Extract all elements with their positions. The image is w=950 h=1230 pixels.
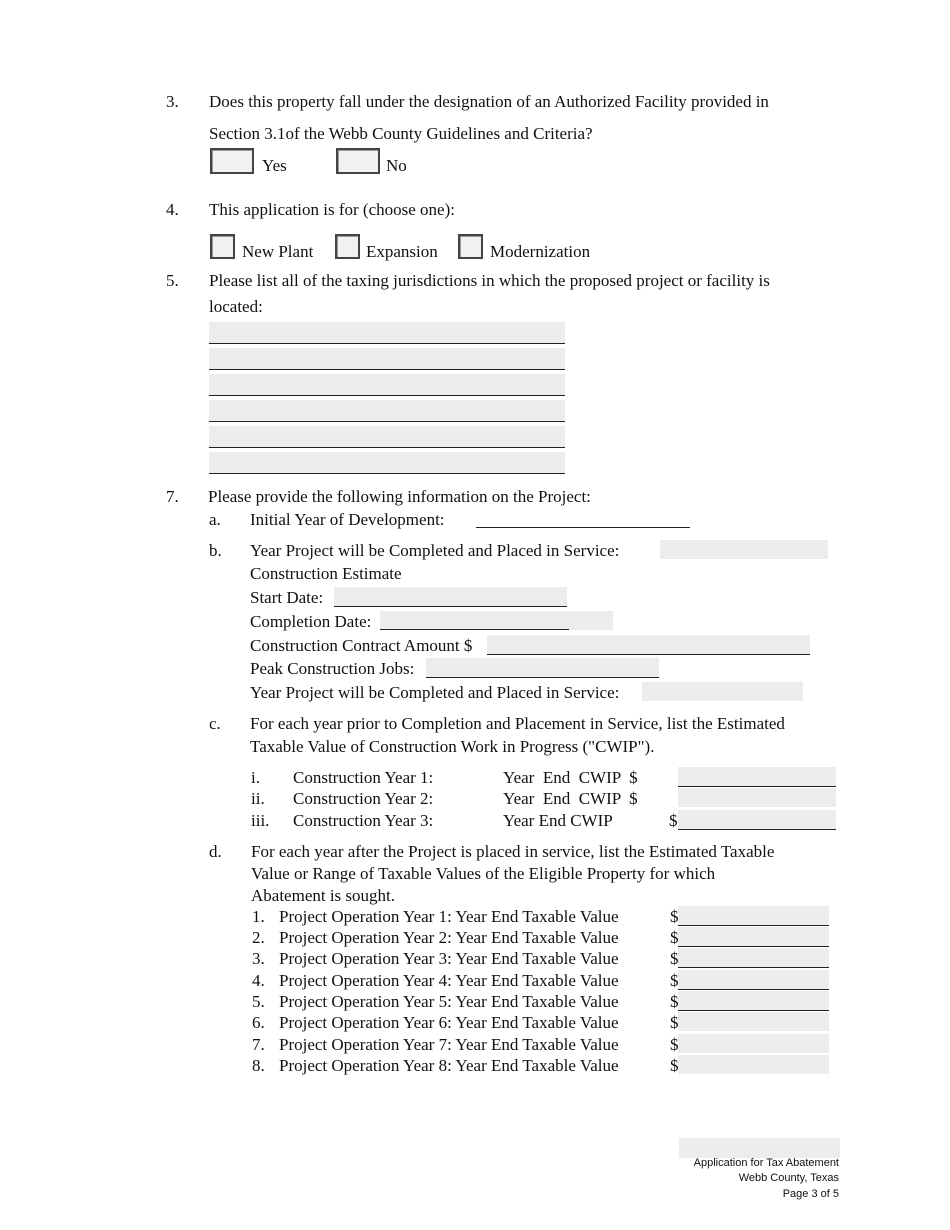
q7a-letter: a.	[209, 510, 221, 529]
q7c-row2-num: ii.	[251, 789, 265, 808]
q7c-row3-num: iii.	[251, 811, 270, 830]
q7d-row5-num: 5.	[252, 992, 265, 1011]
q5-jurisdiction-field-6[interactable]	[209, 452, 565, 474]
q4-number: 4.	[166, 200, 179, 219]
q7c-row1-num: i.	[251, 768, 260, 787]
q7d-row6-label: Project Operation Year 6: Year End Taxable Value	[279, 1013, 619, 1032]
q3-text-line1: Does this property fall under the designation of an Authorized Facility provided in	[209, 92, 769, 111]
q3-yes-label: Yes	[262, 156, 287, 175]
q3-text-line2: Section 3.1of the Webb County Guidelines and Criteria?	[209, 124, 593, 143]
q7-text: Please provide the following information on the Project:	[208, 487, 591, 506]
q7b-contract-amount-field[interactable]	[487, 635, 810, 655]
q7c-row3-dollar: $	[669, 811, 678, 830]
q3-no-checkbox[interactable]	[336, 148, 380, 174]
q7-number: 7.	[166, 487, 179, 506]
q5-number: 5.	[166, 271, 179, 290]
q7b-contract-amount-label: Construction Contract Amount $	[250, 636, 473, 655]
q7d-row2-field[interactable]	[678, 927, 829, 947]
q5-jurisdiction-field-3[interactable]	[209, 374, 565, 396]
q7d-row5-label: Project Operation Year 5: Year End Taxable Value	[279, 992, 619, 1011]
q7b-start-date-field[interactable]	[334, 587, 567, 607]
q7d-row8-num: 8.	[252, 1056, 265, 1075]
q7b-completion-year-field[interactable]	[660, 540, 828, 559]
q7d-row3-label: Project Operation Year 3: Year End Taxable Value	[279, 949, 619, 968]
q7d-row4-label: Project Operation Year 4: Year End Taxable Value	[279, 971, 619, 990]
q7d-row8-label: Project Operation Year 8: Year End Taxable Value	[279, 1056, 619, 1075]
q5-text-line1: Please list all of the taxing jurisdictions in which the proposed project or facility is	[209, 271, 770, 290]
q7c-row3-value-label: Year End CWIP	[503, 811, 613, 830]
q5-jurisdiction-field-2[interactable]	[209, 348, 565, 370]
q7d-row7-num: 7.	[252, 1035, 265, 1054]
q7d-text-line1: For each year after the Project is placed in service, list the Estimated Taxable	[251, 842, 775, 861]
q7c-row1-label: Construction Year 1:	[293, 768, 434, 787]
q7b-completion-date-field[interactable]	[380, 611, 613, 630]
q7d-row4-num: 4.	[252, 971, 265, 990]
q7d-row1-label: Project Operation Year 1: Year End Taxable Value	[279, 907, 619, 926]
q7c-row2-field[interactable]	[678, 788, 836, 807]
q7a-label: Initial Year of Development:	[250, 510, 445, 529]
q7d-row8-dollar: $	[670, 1056, 679, 1075]
q7b-label: Year Project will be Completed and Placed in Service:	[250, 541, 620, 560]
q3-yes-checkbox[interactable]	[210, 148, 254, 174]
q7b-completion-date-underline	[380, 629, 569, 630]
q4-expansion-checkbox[interactable]	[335, 234, 360, 259]
q7d-row6-field[interactable]	[678, 1012, 829, 1031]
q7d-row3-dollar: $	[670, 949, 679, 968]
q4-expansion-label: Expansion	[366, 242, 438, 261]
q7b-year-completed-field[interactable]	[642, 682, 803, 701]
q7d-row5-field[interactable]	[678, 991, 829, 1011]
footer-field[interactable]	[679, 1138, 840, 1158]
q4-text: This application is for (choose one):	[209, 200, 455, 219]
q4-new-plant-checkbox[interactable]	[210, 234, 235, 259]
q7d-row1-field[interactable]	[678, 906, 829, 926]
q7d-row3-num: 3.	[252, 949, 265, 968]
q7d-text-line2: Value or Range of Taxable Values of the Eligible Property for which	[251, 864, 716, 883]
q5-jurisdiction-field-4[interactable]	[209, 400, 565, 422]
q4-modernization-checkbox[interactable]	[458, 234, 483, 259]
q7c-row2-label: Construction Year 2:	[293, 789, 434, 808]
q7d-row2-num: 2.	[252, 928, 265, 947]
q7d-row2-dollar: $	[670, 928, 679, 947]
q7d-row5-dollar: $	[670, 992, 679, 1011]
q7d-row3-field[interactable]	[678, 948, 829, 968]
q7d-row4-field[interactable]	[678, 970, 829, 990]
q7c-row3-field[interactable]	[678, 810, 836, 830]
q7d-row6-dollar: $	[670, 1013, 679, 1032]
q7b-letter: b.	[209, 541, 222, 560]
q5-jurisdiction-field-1[interactable]	[209, 322, 565, 344]
q7b-year-completed-label: Year Project will be Completed and Placed in Service:	[250, 683, 620, 702]
q7c-row2-value-label: Year End CWIP $	[503, 789, 638, 808]
q5-jurisdiction-field-5[interactable]	[209, 426, 565, 448]
q7d-row7-dollar: $	[670, 1035, 679, 1054]
q7b-completion-date-label: Completion Date:	[250, 612, 372, 631]
q7c-row3-label: Construction Year 3:	[293, 811, 434, 830]
q7c-letter: c.	[209, 714, 221, 733]
q7d-text-line3: Abatement is sought.	[251, 886, 396, 905]
q7d-row1-dollar: $	[670, 907, 679, 926]
footer-title: Application for Tax Abatement	[693, 1157, 839, 1169]
q7b-construction-estimate: Construction Estimate	[250, 564, 402, 583]
footer-page-number: Page 3 of 5	[782, 1188, 839, 1200]
q7b-peak-jobs-field[interactable]	[426, 658, 659, 678]
q7b-start-date-label: Start Date:	[250, 588, 324, 607]
q7d-row8-field[interactable]	[678, 1055, 829, 1074]
q3-number: 3.	[166, 92, 179, 111]
q7b-peak-jobs-label: Peak Construction Jobs:	[250, 659, 415, 678]
q5-text-line2: located:	[209, 297, 263, 316]
q3-no-label: No	[386, 156, 407, 175]
q7d-row7-field[interactable]	[678, 1034, 829, 1053]
q7d-row1-num: 1.	[252, 907, 265, 926]
footer-county: Webb County, Texas	[738, 1172, 839, 1184]
q4-new-plant-label: New Plant	[242, 242, 314, 261]
q7c-text-line1: For each year prior to Completion and Placement in Service, list the Estimated	[250, 714, 785, 733]
q7d-row6-num: 6.	[252, 1013, 265, 1032]
q7c-row1-field[interactable]	[678, 767, 836, 787]
q7d-letter: d.	[209, 842, 222, 861]
q7a-initial-year-field[interactable]	[476, 527, 690, 528]
q7c-row1-value-label: Year End CWIP $	[503, 768, 638, 787]
q4-modernization-label: Modernization	[490, 242, 591, 261]
q7d-row2-label: Project Operation Year 2: Year End Taxable Value	[279, 928, 619, 947]
q7d-row4-dollar: $	[670, 971, 679, 990]
q7d-row7-label: Project Operation Year 7: Year End Taxable Value	[279, 1035, 619, 1054]
q7c-text-line2: Taxable Value of Construction Work in Progress ("CWIP").	[250, 737, 655, 756]
